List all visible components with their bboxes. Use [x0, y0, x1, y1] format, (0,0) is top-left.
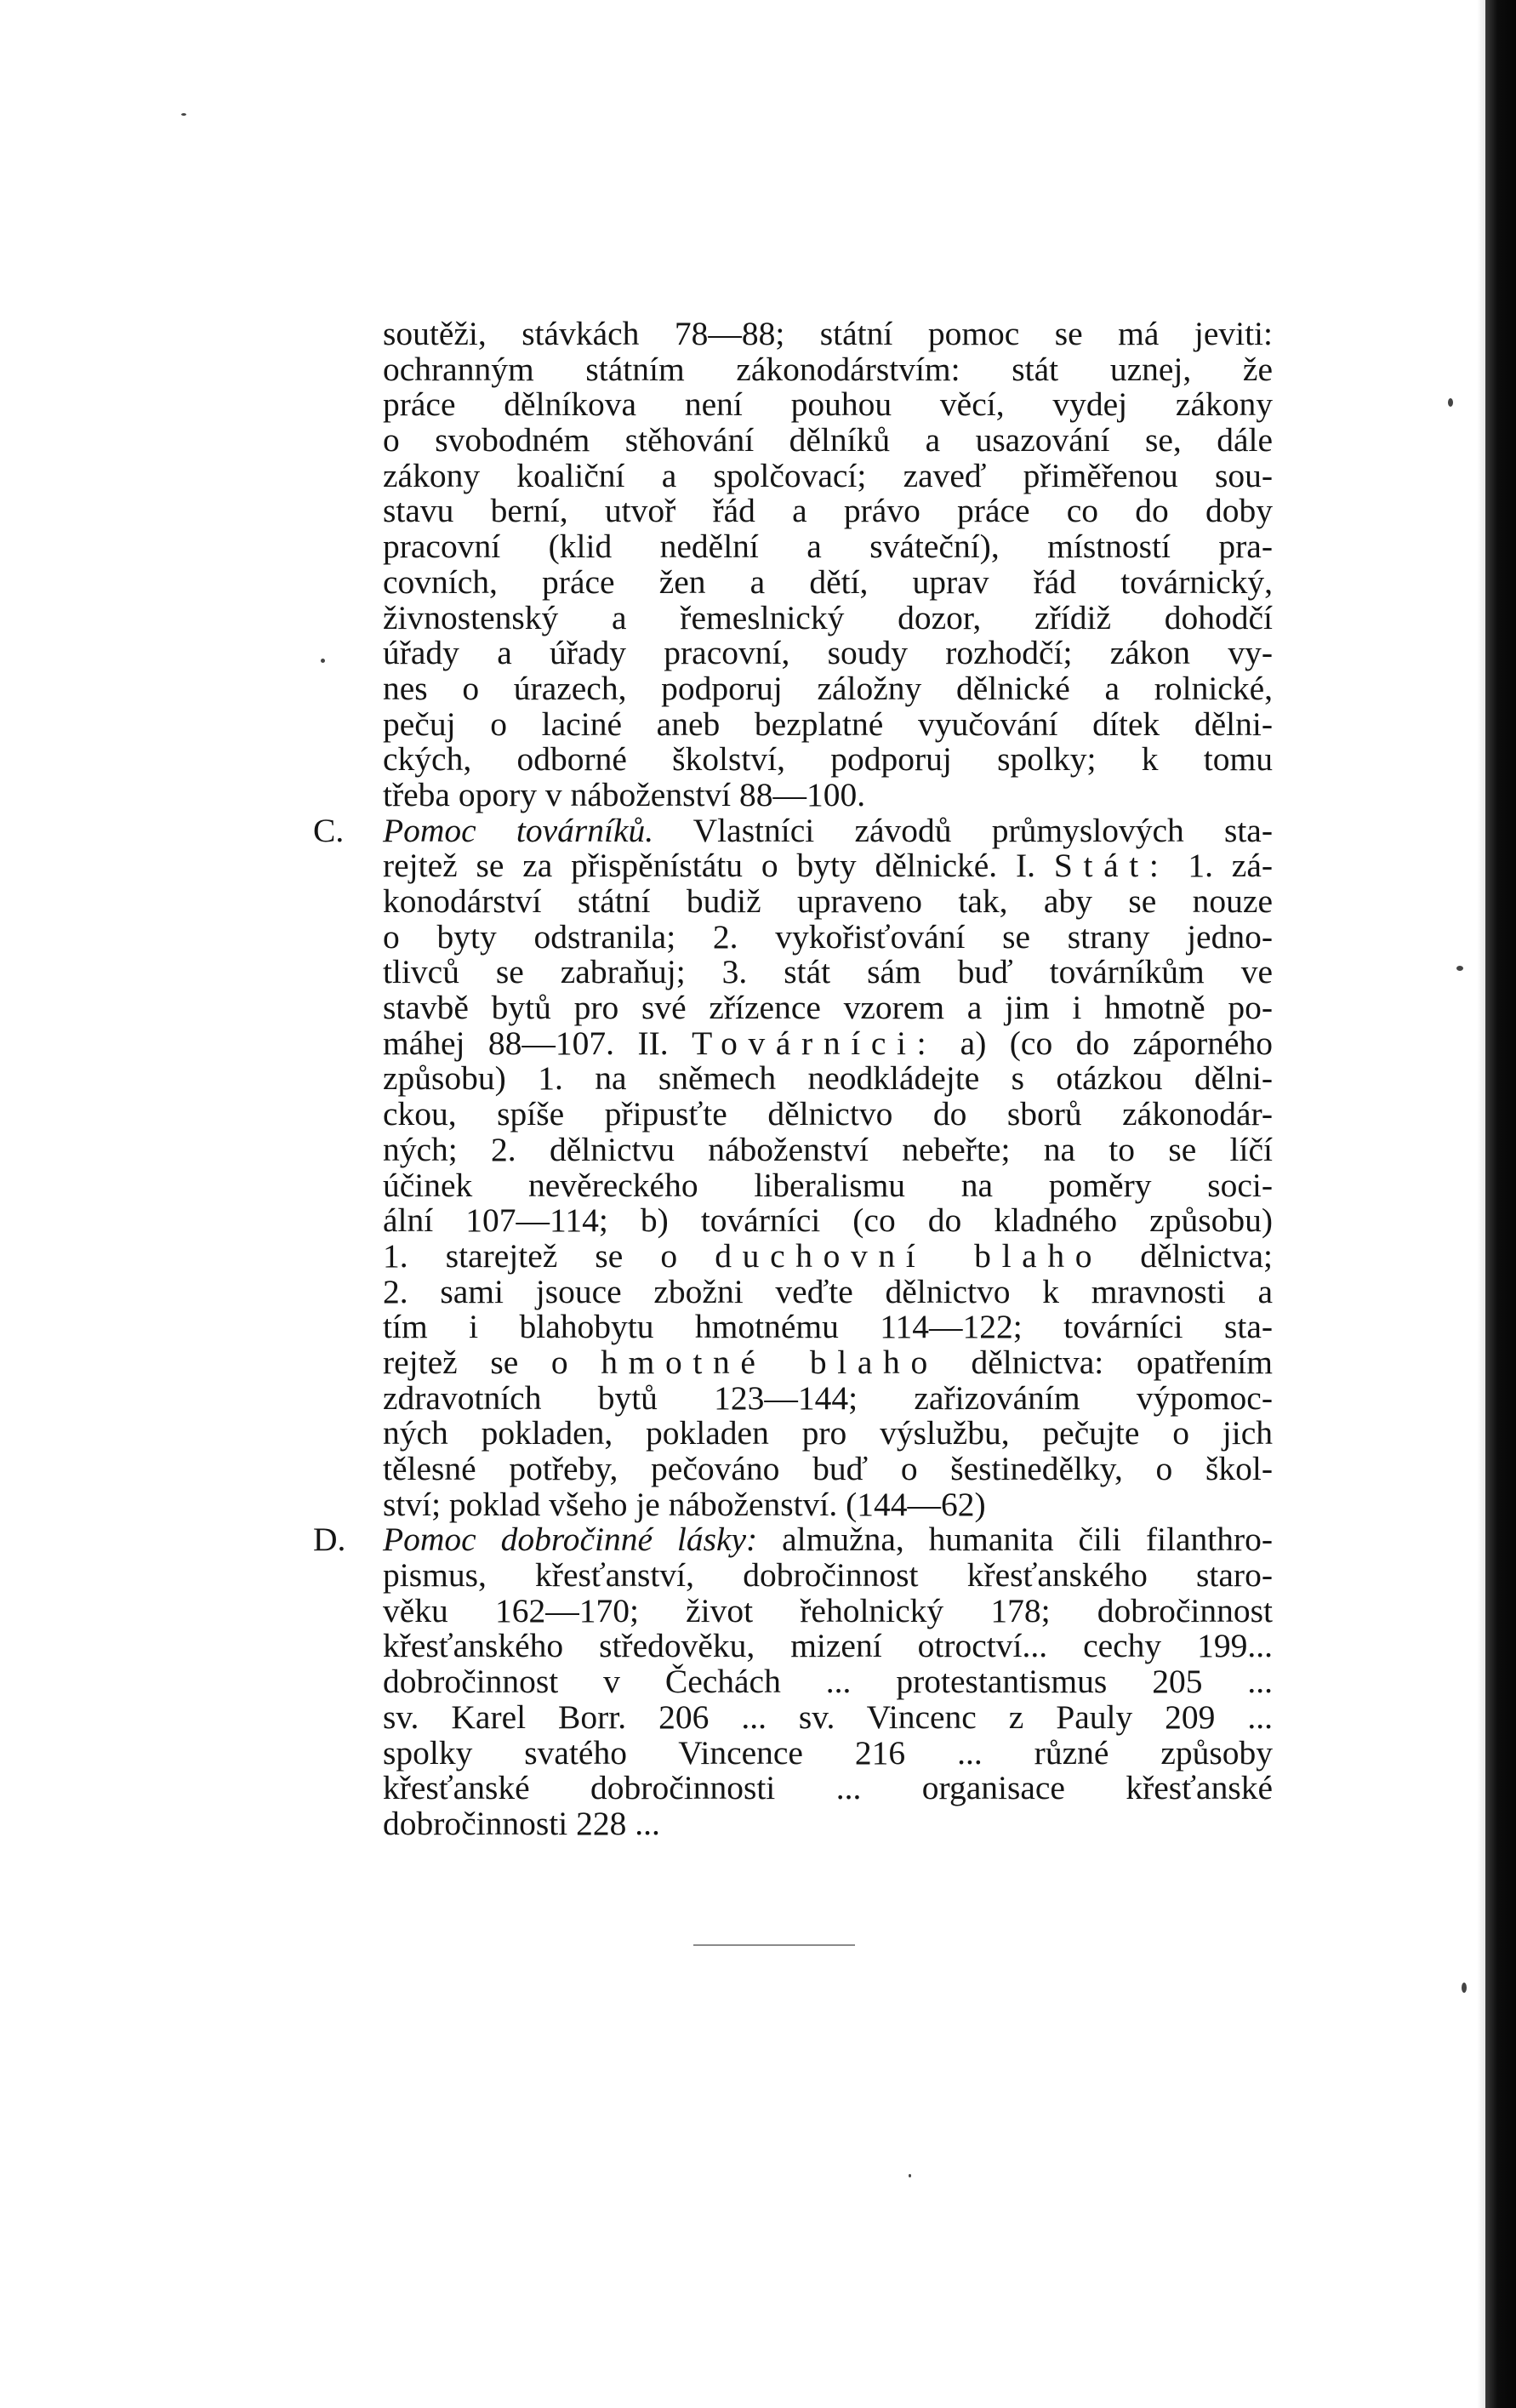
spaced-term-stat: Stát:: [1053, 847, 1170, 885]
text-line: zdravotních bytů 123—144; zařizováním výpomoc-: [383, 1378, 1273, 1417]
text-line: živnostenský a řemeslnický dozor, zřídiž dohodčí: [383, 598, 1273, 636]
section-d-letter: D.: [313, 1521, 346, 1559]
text-line: 2. sami jsouce zbožni veďte dělnictvo k mravnosti a: [383, 1272, 1273, 1310]
text-line: ných; 2. dělnictvu náboženství nebeřte; na to se líčí: [383, 1130, 1273, 1168]
scan-speck: [1456, 966, 1463, 971]
section-d: [313, 1521, 1274, 1842]
text-run: rejtež se o: [383, 1343, 568, 1381]
scan-speck: [321, 659, 325, 663]
text-line: pismus, křesťanství, dobročinnost křesťanského staro-: [383, 1556, 1273, 1595]
section-c-title: Pomoc továrníků.: [383, 811, 654, 849]
scan-speck: [181, 113, 186, 116]
closing-rule: [693, 1944, 855, 1946]
text-line: covních, práce žen a dětí, uprav řád továrnický,: [383, 562, 1273, 601]
text-run: dělnictva: opatřením: [971, 1343, 1274, 1381]
text-line: [383, 1236, 1273, 1275]
text-run: a) (co do záporného: [960, 1024, 1274, 1062]
text-line: tím i blahobytu hmotnému 114—122; továrníci sta-: [383, 1308, 1273, 1346]
text-run: rejtež se za přispěnístátu o byty dělnické. I.: [383, 847, 1036, 885]
text-line: stavu berní, utvoř řád a právo práce co do doby: [383, 492, 1273, 530]
binding-edge: [1485, 0, 1516, 2408]
section-d-title: Pomoc dobročinné lásky:: [383, 1521, 758, 1559]
text-line: dobročinnosti 228 ...: [383, 1804, 660, 1842]
text-line: [383, 848, 1273, 884]
text-line: spolky svatého Vincence 216 ... různé způsoby: [383, 1733, 1273, 1772]
scan-speck: [1448, 398, 1453, 407]
text-line: o svobodném stěhování dělníků a usazování se, dále: [383, 421, 1273, 459]
text-line: stavbě bytů pro své zřízence vzorem a jim i hmotně po-: [383, 989, 1273, 1027]
scan-speck: [909, 2174, 911, 2177]
text-line: pečuj o laciné aneb bezplatné vyučování dítek dělni-: [383, 705, 1273, 743]
body-text: [313, 315, 1274, 1842]
text-line: tlivců se zabraňuj; 3. stát sám buď továrníkům ve: [383, 953, 1273, 991]
text-line: [383, 1522, 1273, 1558]
spaced-term-tovarnici: Továrníci:: [692, 1024, 938, 1062]
text-line: soutěži, stávkách 78—88; státní pomoc se má jeviti:: [383, 315, 1273, 352]
text-run: Vlastníci závodů průmyslových sta-: [692, 811, 1273, 849]
text-line: ckou, spíše připusťte dělnictvo do sborů zákonodár-: [383, 1095, 1273, 1133]
text-line: práce dělníkova není pouhou věcí, vydej zákony: [383, 385, 1273, 424]
text-line: účinek nevěreckého liberalismu na poměry soci-: [383, 1166, 1273, 1204]
text-run: almužna, humanita čili filanthro-: [782, 1521, 1274, 1559]
text-run: dělnictva;: [1140, 1236, 1273, 1275]
text-line: ných pokladen, pokladen pro výslužbu, pečujte o jich: [383, 1414, 1273, 1452]
text-line: [383, 1026, 1273, 1062]
text-line: tělesné potřeby, pečováno buď o šestinedělky, o škol-: [383, 1450, 1273, 1487]
text-line: křesťanské dobročinnosti ... organisace křesťanské: [383, 1769, 1273, 1807]
spaced-term-duchovni-blaho: duchovní blaho: [715, 1236, 1103, 1275]
spaced-term-hmotne-blaho: hmotné blaho: [601, 1343, 938, 1381]
text-line: nes o úrazech, podporuj záložny dělnické a rolnické,: [383, 669, 1273, 707]
text-line: pracovní (klid nedělní a sváteční), místností pra-: [383, 528, 1273, 566]
text-line: konodárství státní budiž upraveno tak, aby se nouze: [383, 882, 1273, 920]
text-line: sv. Karel Borr. 206 ... sv. Vincenc z Pauly 209 ...: [383, 1698, 1273, 1736]
text-run: 1. zá-: [1188, 847, 1274, 885]
text-line: [383, 1345, 1273, 1381]
text-line: věku 162—170; život řeholnický 178; dobročinnost: [383, 1591, 1273, 1629]
text-line: ství; poklad všeho je náboženství. (144—62): [383, 1485, 986, 1523]
binding-gap: [1477, 0, 1485, 2408]
text-line: ální 107—114; b) továrníci (co do kladného způsobu): [383, 1201, 1273, 1240]
text-line: třeba opory v náboženství 88—100.: [383, 775, 866, 813]
text-line: způsobu) 1. na sněmech neodkládejte s otázkou dělni-: [383, 1059, 1273, 1098]
text-line: [383, 813, 1273, 849]
text-line: ckých, odborné školství, podporuj spolky; k tomu: [383, 740, 1273, 779]
scan-speck: [1462, 1983, 1467, 1993]
text-line: úřady a úřady pracovní, soudy rozhodčí; zákon vy-: [383, 634, 1273, 672]
text-run: máhej 88—107. II.: [383, 1024, 669, 1062]
section-c-letter: C.: [313, 811, 345, 849]
text-line: ochranným státním zákonodárstvím: stát uznej, že: [383, 350, 1273, 388]
text-line: dobročinnost v Čechách ... protestantismus 205 ...: [383, 1663, 1273, 1701]
text-line: zákony koaliční a spolčovací; zaveď přiměřenou sou-: [383, 456, 1273, 494]
section-c: [313, 811, 1274, 1523]
text-line: o byty odstranila; 2. vykořisťování se strany jedno-: [383, 917, 1273, 956]
text-line: křesťanského středověku, mizení otroctví... cechy 199...: [383, 1627, 1273, 1665]
text-run: 1. starejtež se o: [383, 1236, 678, 1275]
